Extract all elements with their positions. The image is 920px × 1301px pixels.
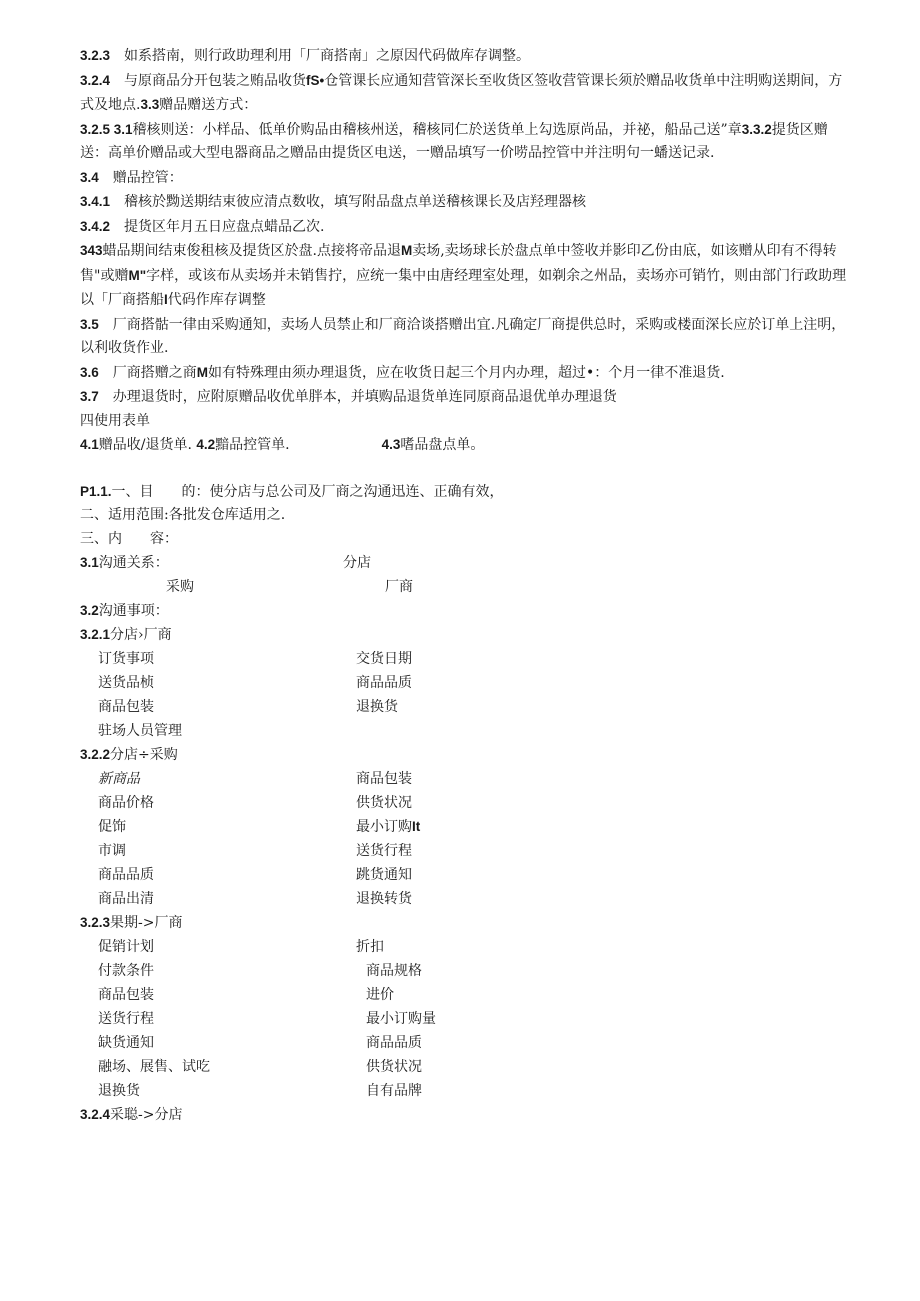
list-item: 商品包装 进价 — [98, 987, 394, 1003]
list-item: 送货行程 最小订购量 — [98, 1011, 436, 1027]
section-4-title: 四使用表单 — [80, 412, 150, 429]
group-3-heading: 3.2.3果期->厂商 — [80, 915, 183, 931]
relation-vendor: 厂商 — [385, 579, 413, 595]
relation-store: 分店 — [343, 555, 371, 571]
group-1-heading: 3.2.1分店›厂商 — [80, 627, 172, 643]
group-1-list — [80, 647, 855, 743]
para-3-4-1: 3.4.1 稽核於黝送期结束彼应清点数收，填写附品盘点单送稽核课长及店羟理器核 — [80, 194, 587, 210]
relation-row-2 — [80, 575, 855, 599]
list-item: 商品包装 退换货 — [98, 699, 398, 715]
list-item: 融场、展售、试吃 供货状况 — [98, 1059, 422, 1075]
group-4-heading: 3.2.4采聪->分店 — [80, 1107, 183, 1123]
list-item: 送货品桢 商品品质 — [98, 675, 412, 691]
para-3-5: 3.5 厂商搭骷一律由采购通知，卖场人员禁止和厂商洽谈搭赠出宜.凡确定厂商提供总时，采购或楼面深长应於订单上注明，以利收货作业. — [80, 316, 846, 356]
list-item: 退换货 自有品牌 — [98, 1083, 422, 1099]
group-2-heading: 3.2.2分店÷采购 — [80, 747, 178, 763]
para-3-6: 3.6 厂商搭赠之商M如有特殊理由须办理退货，应在收货日起三个月内办理，超过•：个月一律不准退货. — [80, 364, 725, 381]
para-3-2-3: 3.2.3 如系搭南，则行政助理利用「厂商搭南」之原因代码做库存调整。 — [80, 48, 531, 64]
list-item: 新商品 商品包装 — [98, 771, 412, 787]
list-item: 市调 送货行程 — [98, 843, 412, 859]
para-3-4: 3.4 赠品控管： — [80, 169, 183, 186]
list-item: 驻场人员管理 — [98, 723, 182, 739]
scope-line: 二、适用范围:各批发仓库适用之. — [80, 507, 286, 523]
items-heading: 3.2沟通事项： — [80, 603, 169, 619]
list-item: 商品价格 供货状况 — [98, 795, 412, 811]
list-item: 订货事项 交货日期 — [98, 651, 412, 667]
list-item: 缺货通知 商品品质 — [98, 1035, 422, 1051]
group-3-list — [80, 935, 855, 1103]
purpose-line: P1.1.一、目 的：使分店与总公司及厂商之沟通迅连、正确有效， — [80, 483, 504, 500]
relation-purchase: 采购 — [166, 579, 194, 595]
content-line: 三、内 容： — [80, 530, 178, 547]
group-2-list — [80, 767, 855, 911]
para-3-7: 3.7 办理退货时，应附原赠品收优单胖本，并填购品退货单连同原商品退优单办理退货 — [80, 389, 617, 405]
document-page — [80, 44, 855, 1127]
para-3-2-5: 3.2.5 3.1稽核则送：小样品、低单价购品由稽核州送，稽核同仁於送货单上勾选原尚品，并祕，船品己送”章3.3.2提货区赠送：高单价赠品或大型电器商品之赠品由提货区电送，一赠品填写一价唠品控管中并注明句一蟠送记录. — [80, 121, 828, 161]
list-item: 商品出清 退换转货 — [98, 891, 412, 907]
list-item: 商品品质 跳货通知 — [98, 867, 412, 883]
para-3-2-4: 3.2.4 与原商品分开包装之贿品收货fS•仓管课长应通知营管深长至收货区签收营管课长须於赠品收货单中注明购送期间，方式及地点.3.3赠品赠送方式： — [80, 72, 843, 113]
forms-list: 4.1赠品收/退货单. 4.2黯品控管单. 4.3嗜品盘点单。 — [80, 437, 485, 453]
list-item: 促饰 最小订购It — [98, 819, 421, 835]
relation-row-1: 3.1沟通关系： 分店 — [80, 551, 855, 575]
para-3-4-3: 343蜡品期间结束俊租核及提货区於盘.点接将帝品退M卖场,卖场球长於盘点单中签收并影印乙份由底，如该赠从印有不得转售"或赠M"字样，或该布从卖场并未销售拧，应统一集中由唐经理室处理，如剃余之州品，卖场亦可销竹，则由部门行政助理以「厂商搭船I代码作库存调整 — [80, 243, 847, 308]
para-3-4-2: 3.4.2 提货区年月五日应盘点蜡品乙次. — [80, 218, 325, 235]
list-item: 付款条件 商品规格 — [98, 963, 422, 979]
list-item: 促销计划 折扣 — [98, 939, 384, 955]
